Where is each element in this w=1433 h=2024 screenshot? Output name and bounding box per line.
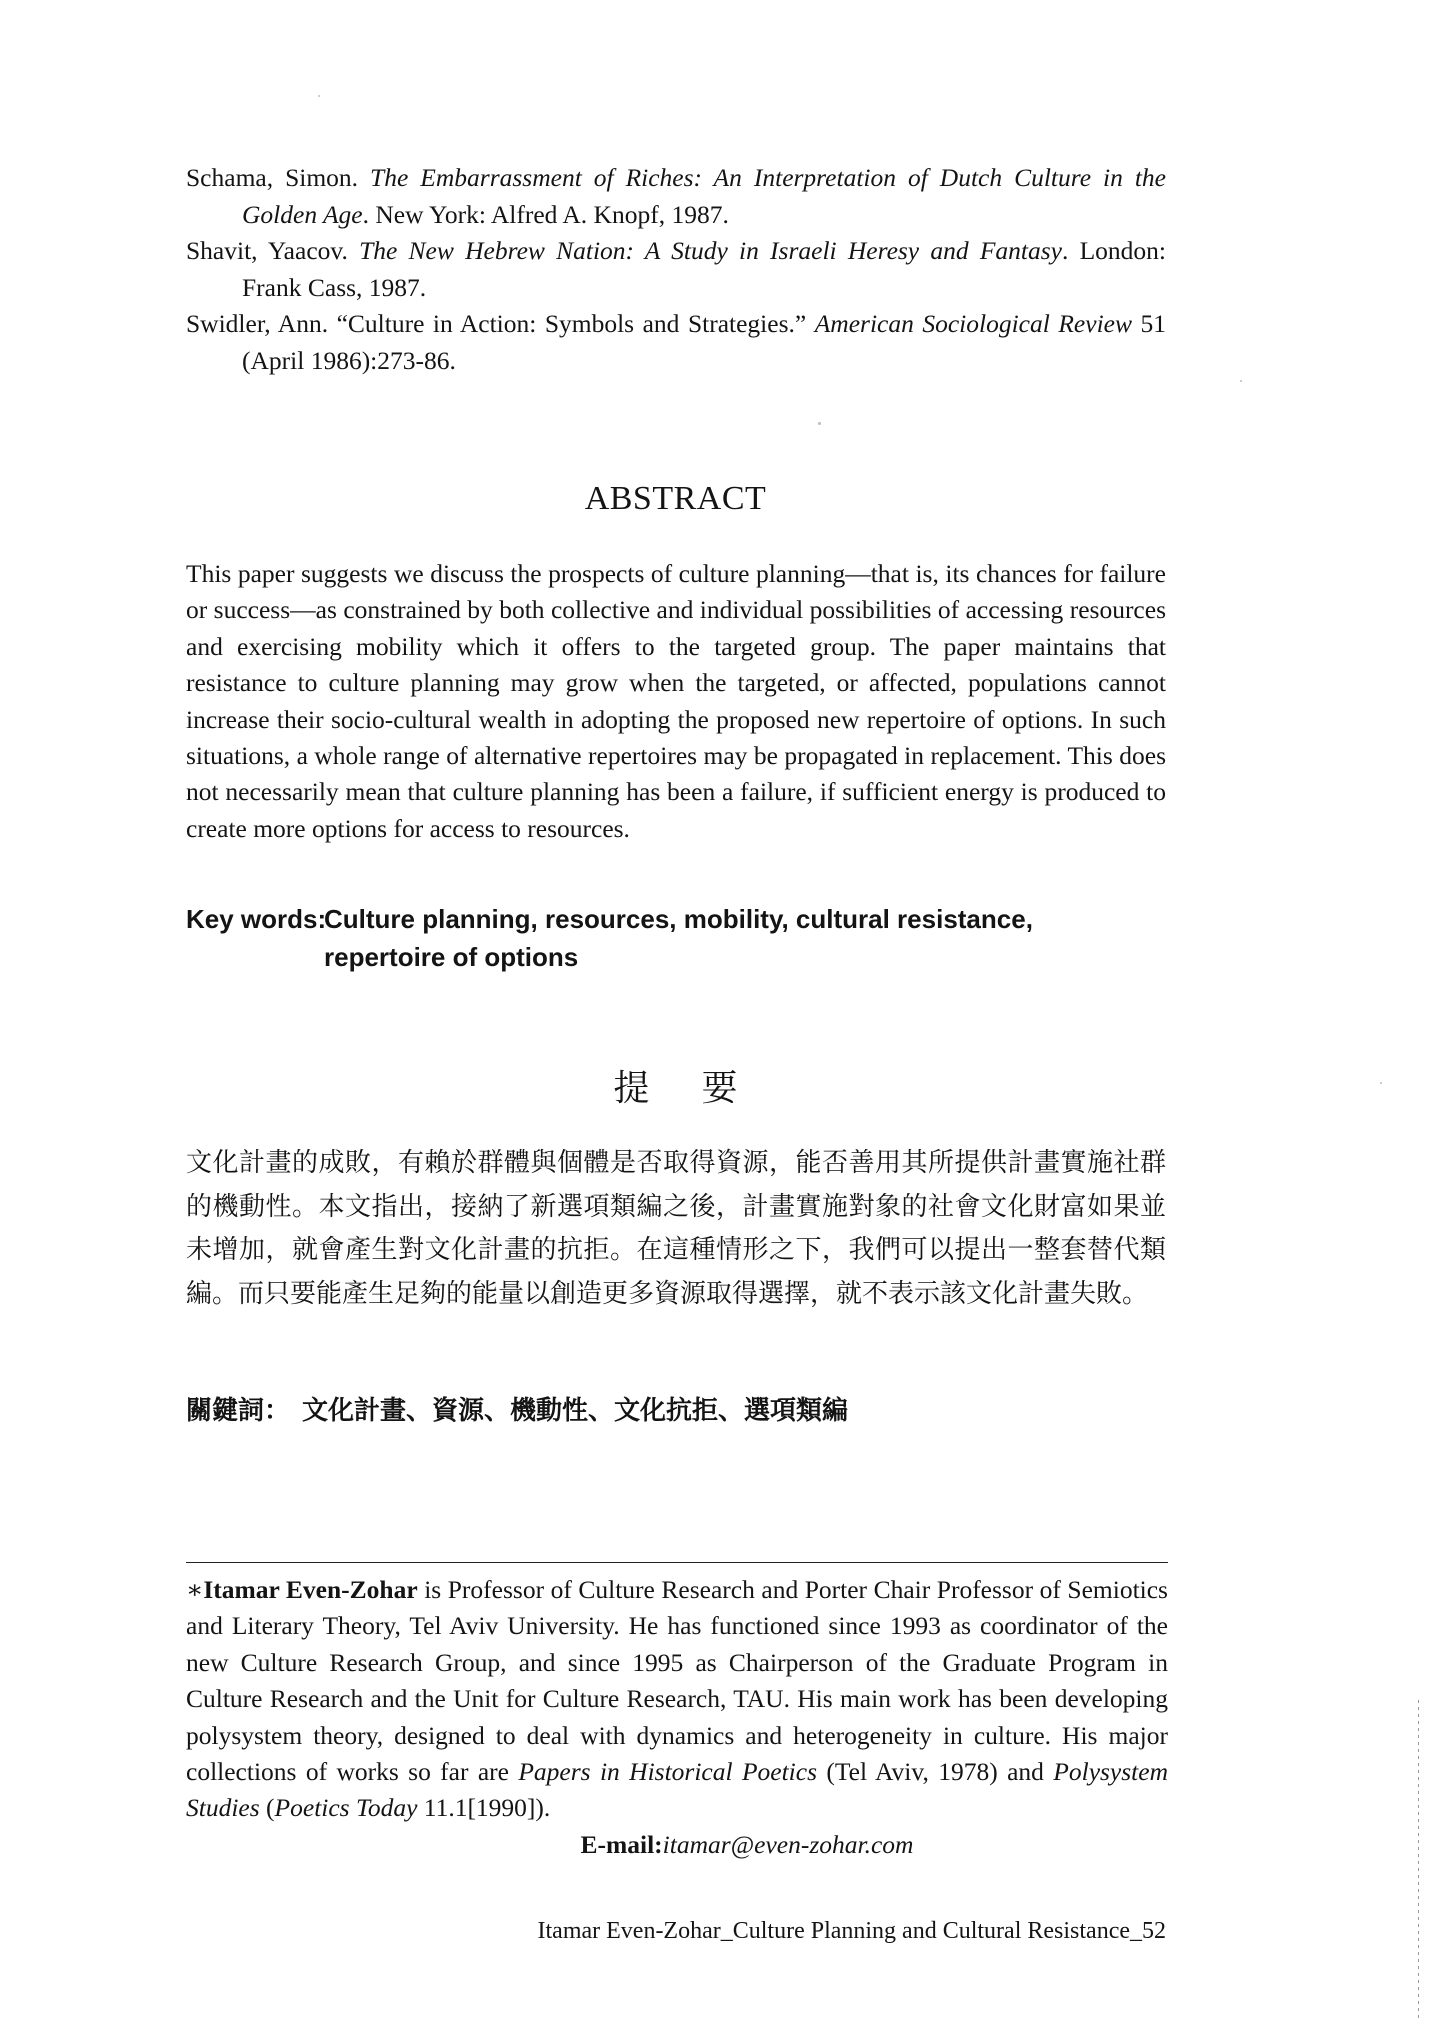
reference-publication: 51 (April 1986):273-86. bbox=[242, 309, 1166, 375]
chinese-abstract-text: 文化計畫的成敗，有賴於群體與個體是否取得資源，能否善用其所提供計畫實施社群的機動性。本文指出，接納了新選項類編之後，計畫實施對象的社會文化財富如果並未增加，就會產生對文化計畫的抗拒。在這種情形之下，我們可以提出一整套替代類編。而只要能產生足夠的能量以創造更多資源取得選擇，就不表示該文化計畫失敗。 bbox=[186, 1148, 1166, 1309]
running-footer: Itamar Even-Zohar_Culture Planning and Cultural Resistance_52 bbox=[537, 1918, 1166, 1944]
reference-title: American Sociological Review bbox=[814, 309, 1132, 338]
reference-list bbox=[186, 160, 1166, 379]
email-label: E-mail: bbox=[580, 1829, 663, 1859]
reference-publication: . London: Frank Cass, 1987. bbox=[242, 236, 1166, 302]
email-link[interactable]: itamar@even-zohar.com bbox=[662, 1829, 914, 1859]
scan-edge bbox=[1418, 1700, 1419, 2020]
reference-entry bbox=[186, 306, 1166, 379]
footnote-marker: ∗ bbox=[186, 1575, 204, 1604]
scan-speck bbox=[1380, 1082, 1382, 1084]
footnote-text: (Tel Aviv, 1978) and bbox=[817, 1757, 1054, 1787]
abstract-heading: ABSTRACT bbox=[584, 480, 767, 517]
footnote-divider bbox=[186, 1562, 1168, 1563]
keywords-label: Key words: bbox=[186, 904, 327, 934]
footnote-text: 11.1[1990]). bbox=[417, 1793, 551, 1823]
footnote-author: Itamar Even-Zohar bbox=[203, 1575, 418, 1604]
scan-speck bbox=[818, 422, 821, 425]
reference-title: The New Hebrew Nation: A Study in Israeli Heresy and Fantasy bbox=[359, 236, 1062, 265]
footnote-journal-title: Poetics Today bbox=[274, 1793, 418, 1823]
keywords-text: Culture planning, resources, mobility, cultural resistance, bbox=[324, 904, 1033, 934]
reference-title: The Embarrassment of Riches: An Interpretation of Dutch Culture in the Golden Age bbox=[242, 163, 1166, 229]
footnote-text: ( bbox=[259, 1793, 275, 1823]
footnote-work-title: Papers in Historical Poetics bbox=[518, 1757, 818, 1787]
reference-author: Schama, Simon. bbox=[186, 163, 371, 192]
footnote-work-title: Polysystem Studies bbox=[186, 1757, 1168, 1823]
chinese-keywords-block bbox=[186, 1390, 1166, 1427]
reference-publication: . New York: Alfred A. Knopf, 1987. bbox=[362, 199, 729, 229]
keywords-block bbox=[186, 900, 1186, 976]
email-line bbox=[186, 1827, 1168, 1863]
chinese-abstract-heading: 提要 bbox=[613, 1068, 790, 1109]
reference-author: Swidler, Ann. “Culture in Action: Symbols and Strategies.” bbox=[186, 309, 815, 338]
footnote-text: is Professor of Culture Research and Porter Chair Professor of Semiotics and Literary Theory, Tel Aviv University. He has functioned since 1993 as coordinator of the new Culture Research Group, and since 1995 as Chairperson of the Graduate Program in Culture Research and the Unit for Culture Research, TAU. His main work has been developing polysystem theory, designed to deal with dynamics and heterogeneity in culture. His major collections of works so far are bbox=[186, 1575, 1168, 1787]
abstract-text: This paper suggests we discuss the prospects of culture planning—that is, its chances for failure or success—as constrained by both collective and individual possibilities of accessing resources and exercising mobility which it offers to the targeted group. The paper maintains that resistance to culture planning may grow when the targeted, or affected, populations cannot increase their socio-cultural wealth in adopting the proposed new repertoire of options. In such situations, a whole range of alternative repertoires may be propagated in replacement. This does not necessarily mean that culture planning has been a failure, if sufficient energy is produced to create more options for access to resources. bbox=[186, 559, 1166, 843]
keywords-text-continued: repertoire of options bbox=[324, 942, 579, 972]
scan-speck bbox=[318, 95, 320, 97]
reference-entry bbox=[186, 160, 1166, 233]
reference-entry bbox=[186, 233, 1166, 306]
reference-author: Shavit, Yaacov. bbox=[186, 236, 360, 265]
scan-speck bbox=[1240, 380, 1242, 382]
author-footnote bbox=[186, 1572, 1168, 1863]
chinese-keywords-text: 文化計畫、資源、機動性、文化抗拒、選項類編 bbox=[302, 1396, 849, 1426]
chinese-keywords-label: 關鍵詞： bbox=[186, 1396, 291, 1426]
